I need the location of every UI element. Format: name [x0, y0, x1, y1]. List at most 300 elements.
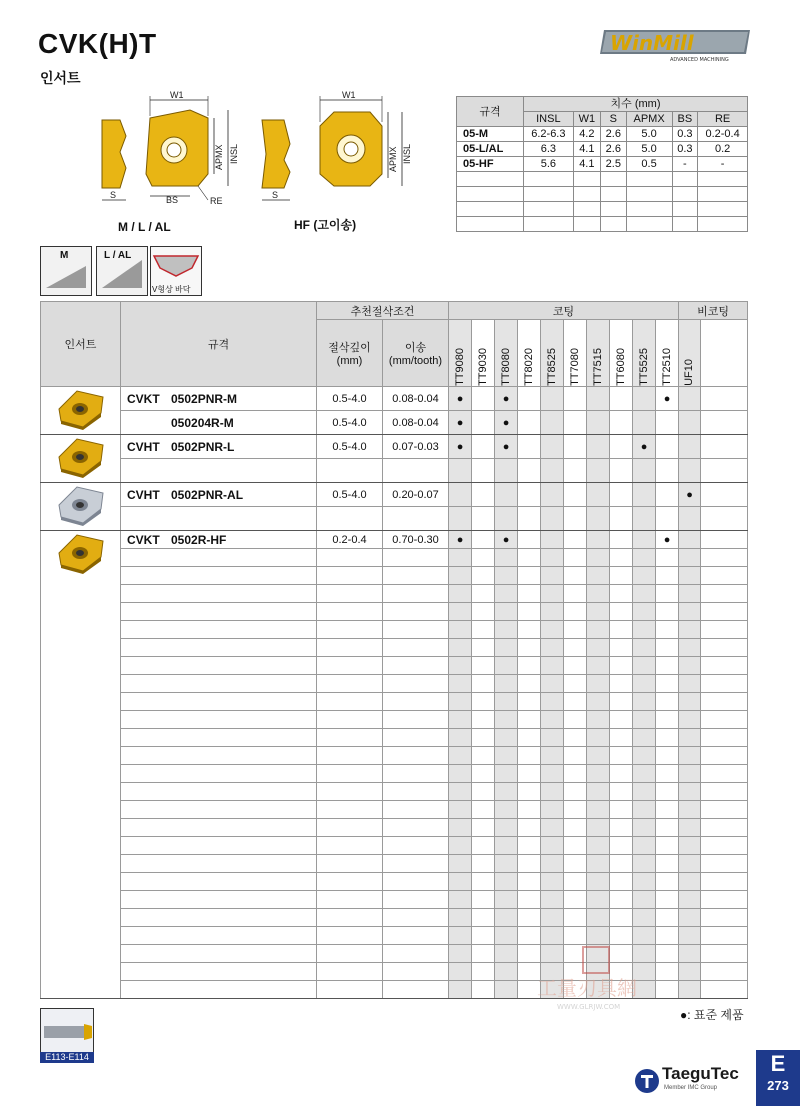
availability-empty	[610, 819, 633, 837]
depth-empty	[317, 819, 383, 837]
trailing-empty	[701, 963, 748, 981]
feed-empty	[383, 585, 449, 603]
dim-cell-empty	[698, 172, 748, 187]
availability-empty	[472, 459, 495, 483]
availability-empty	[679, 837, 701, 855]
depth-value: 0.5-4.0	[317, 483, 383, 507]
availability-empty	[610, 693, 633, 711]
insert-code	[121, 927, 317, 945]
availability-empty	[610, 411, 633, 435]
availability-empty	[541, 387, 564, 411]
page-number: 273	[767, 1078, 789, 1093]
availability-empty	[541, 567, 564, 585]
dim-cell: 6.2-6.3	[524, 127, 574, 142]
availability-empty	[518, 819, 541, 837]
dim-subheader: S	[600, 112, 626, 127]
availability-empty	[679, 387, 701, 411]
availability-empty	[518, 567, 541, 585]
empty-row	[41, 909, 748, 927]
trailing-empty	[701, 657, 748, 675]
availability-empty	[587, 483, 610, 507]
availability-empty	[472, 387, 495, 411]
dim-cell-empty	[698, 217, 748, 232]
availability-empty	[495, 639, 518, 657]
insert-code	[121, 603, 317, 621]
depth-empty	[317, 549, 383, 567]
availability-empty	[495, 693, 518, 711]
feed-empty	[383, 783, 449, 801]
availability-empty	[564, 711, 587, 729]
dim-row-empty	[457, 217, 748, 232]
dim-cell: 0.5	[626, 157, 672, 172]
trailing-empty	[701, 507, 748, 531]
dim-subheader: INSL	[524, 112, 574, 127]
availability-empty	[541, 711, 564, 729]
availability-empty	[610, 675, 633, 693]
availability-empty	[564, 549, 587, 567]
dim-cell-empty	[672, 172, 698, 187]
availability-empty	[449, 693, 472, 711]
grade-header	[495, 320, 518, 387]
dim-cell: 5.6	[524, 157, 574, 172]
availability-empty	[541, 927, 564, 945]
trailing-empty	[701, 873, 748, 891]
feed-empty	[383, 639, 449, 657]
availability-empty	[541, 693, 564, 711]
availability-empty	[610, 387, 633, 411]
availability-empty	[518, 747, 541, 765]
feed-empty	[383, 855, 449, 873]
grade-label: TT8080	[499, 348, 512, 386]
dim-subheader: RE	[698, 112, 748, 127]
section-tab[interactable]	[756, 1050, 800, 1106]
availability-empty	[449, 747, 472, 765]
availability-empty	[449, 621, 472, 639]
shape-icon-v	[150, 246, 202, 296]
availability-empty	[495, 507, 518, 531]
empty-row	[41, 873, 748, 891]
trailing-empty	[701, 801, 748, 819]
grade-header	[449, 320, 472, 387]
section-letter: E	[770, 1051, 786, 1076]
feed-empty	[383, 945, 449, 963]
availability-empty	[495, 981, 518, 999]
availability-empty	[656, 435, 679, 459]
availability-empty	[518, 585, 541, 603]
availability-empty	[610, 567, 633, 585]
availability-empty	[472, 435, 495, 459]
availability-empty	[518, 621, 541, 639]
availability-empty	[656, 483, 679, 507]
trailing-empty	[701, 837, 748, 855]
availability-empty	[610, 729, 633, 747]
availability-empty	[656, 855, 679, 873]
availability-empty	[495, 765, 518, 783]
availability-empty	[679, 801, 701, 819]
availability-empty	[518, 855, 541, 873]
feed-empty	[383, 711, 449, 729]
availability-empty	[518, 411, 541, 435]
availability-empty	[679, 891, 701, 909]
availability-empty	[541, 657, 564, 675]
availability-empty	[495, 483, 518, 507]
feed-empty	[383, 603, 449, 621]
availability-empty	[541, 891, 564, 909]
dim-subheader: BS	[672, 112, 698, 127]
trailing-empty	[701, 891, 748, 909]
availability-dot: ●	[495, 435, 518, 459]
availability-empty	[656, 837, 679, 855]
availability-empty	[472, 873, 495, 891]
empty-row	[41, 855, 748, 873]
availability-empty	[679, 531, 701, 549]
availability-empty	[633, 621, 656, 639]
availability-empty	[564, 639, 587, 657]
dim-cell-empty	[573, 202, 600, 217]
dim-cell: 4.1	[573, 142, 600, 157]
availability-dot: ●	[495, 387, 518, 411]
dim-cell: 5.0	[626, 127, 672, 142]
insert-code	[121, 891, 317, 909]
availability-empty	[495, 855, 518, 873]
dim-cell-empty	[524, 172, 574, 187]
dim-cell: 0.2-0.4	[698, 127, 748, 142]
availability-empty	[449, 891, 472, 909]
dim-cell-empty	[457, 172, 524, 187]
availability-empty	[518, 693, 541, 711]
availability-empty	[587, 531, 610, 549]
availability-empty	[656, 909, 679, 927]
dim-cell: 2.6	[600, 142, 626, 157]
depth-empty	[317, 657, 383, 675]
brand-name: TaeguTec	[662, 1064, 739, 1083]
feed-value	[383, 507, 449, 531]
trailing-empty	[701, 483, 748, 507]
availability-empty	[587, 819, 610, 837]
col-depth: 절삭깊이 (mm)	[317, 320, 383, 387]
grade-label: TT9080	[453, 348, 466, 386]
availability-empty	[610, 435, 633, 459]
insert-image-cell	[41, 531, 121, 999]
dim-cell: 2.5	[600, 157, 626, 172]
depth-value: 0.5-4.0	[317, 387, 383, 411]
dim-row-empty	[457, 202, 748, 217]
insert-prefix: CVKT	[127, 391, 160, 406]
availability-empty	[495, 891, 518, 909]
apmx-label: APMX	[214, 144, 224, 170]
insert-code	[121, 783, 317, 801]
grade-header	[587, 320, 610, 387]
availability-empty	[472, 657, 495, 675]
availability-empty	[633, 387, 656, 411]
grade-header	[610, 320, 633, 387]
availability-empty	[656, 507, 679, 531]
availability-empty	[541, 909, 564, 927]
availability-empty	[472, 411, 495, 435]
empty-row	[41, 603, 748, 621]
depth-empty	[317, 783, 383, 801]
depth-empty	[317, 801, 383, 819]
availability-empty	[495, 675, 518, 693]
availability-empty	[679, 747, 701, 765]
availability-empty	[679, 855, 701, 873]
availability-dot: ●	[495, 531, 518, 549]
availability-empty	[656, 639, 679, 657]
depth-value	[317, 459, 383, 483]
availability-empty	[633, 855, 656, 873]
grade-label: TT7080	[568, 348, 581, 386]
apmx-label-hf: APMX	[388, 146, 398, 172]
availability-empty	[541, 507, 564, 531]
availability-empty	[610, 783, 633, 801]
dim-cell: -	[672, 157, 698, 172]
availability-empty	[679, 981, 701, 999]
availability-empty	[610, 927, 633, 945]
insert-code	[121, 981, 317, 999]
reference-pages[interactable]: E113-E114	[40, 1052, 94, 1063]
availability-empty	[656, 801, 679, 819]
availability-empty	[449, 675, 472, 693]
feed-empty	[383, 657, 449, 675]
w1-label-hf: W1	[342, 90, 356, 100]
empty-row	[41, 765, 748, 783]
watermark-text: 工量刃具網	[537, 976, 637, 1000]
insert-code	[121, 837, 317, 855]
feed-value: 0.70-0.30	[383, 531, 449, 549]
product-row	[41, 507, 748, 531]
insert-designation: 0502PNR-L	[171, 439, 235, 454]
page-title: CVK(H)T	[38, 28, 157, 59]
availability-empty	[610, 801, 633, 819]
dim-cell-empty	[672, 217, 698, 232]
empty-row	[41, 549, 748, 567]
availability-empty	[518, 387, 541, 411]
depth-empty	[317, 567, 383, 585]
feed-empty	[383, 675, 449, 693]
availability-empty	[495, 567, 518, 585]
availability-empty	[518, 483, 541, 507]
grade-header	[518, 320, 541, 387]
product-row	[41, 531, 748, 549]
availability-empty	[564, 657, 587, 675]
availability-empty	[633, 873, 656, 891]
availability-empty	[587, 675, 610, 693]
feed-empty	[383, 567, 449, 585]
availability-empty	[633, 765, 656, 783]
availability-empty	[495, 819, 518, 837]
availability-empty	[472, 585, 495, 603]
availability-empty	[587, 387, 610, 411]
trailing-empty	[701, 411, 748, 435]
depth-empty	[317, 585, 383, 603]
availability-empty	[587, 711, 610, 729]
depth-empty	[317, 621, 383, 639]
availability-empty	[518, 801, 541, 819]
availability-empty	[541, 765, 564, 783]
availability-empty	[679, 585, 701, 603]
availability-empty	[564, 747, 587, 765]
availability-empty	[587, 873, 610, 891]
depth-empty	[317, 909, 383, 927]
availability-empty	[564, 729, 587, 747]
trailing-empty	[701, 909, 748, 927]
dim-cell-empty	[626, 202, 672, 217]
availability-empty	[610, 459, 633, 483]
dim-cell: 4.2	[573, 127, 600, 142]
grade-label: TT5525	[637, 348, 650, 386]
availability-empty	[518, 507, 541, 531]
availability-empty	[495, 621, 518, 639]
shape-icon-v-label: V형상 바닥	[152, 285, 191, 294]
availability-empty	[449, 507, 472, 531]
availability-empty	[495, 873, 518, 891]
depth-empty	[317, 981, 383, 999]
trailing-empty	[701, 927, 748, 945]
availability-empty	[518, 639, 541, 657]
insl-label-hf: INSL	[402, 143, 412, 164]
availability-empty	[656, 765, 679, 783]
insert-prefix: CVHT	[127, 487, 160, 502]
availability-empty	[518, 729, 541, 747]
dim-row	[457, 157, 748, 172]
availability-empty	[656, 711, 679, 729]
trailing-empty	[701, 945, 748, 963]
availability-empty	[679, 765, 701, 783]
availability-empty	[587, 801, 610, 819]
re-label: RE	[210, 196, 223, 206]
availability-empty	[449, 873, 472, 891]
availability-empty	[679, 909, 701, 927]
insert-code	[121, 819, 317, 837]
availability-empty	[679, 459, 701, 483]
availability-empty	[587, 693, 610, 711]
availability-empty	[633, 459, 656, 483]
availability-empty	[449, 963, 472, 981]
availability-empty	[610, 549, 633, 567]
availability-empty	[633, 819, 656, 837]
availability-empty	[656, 747, 679, 765]
insert-code	[121, 963, 317, 981]
availability-empty	[587, 639, 610, 657]
availability-empty	[495, 837, 518, 855]
availability-dot: ●	[656, 387, 679, 411]
availability-empty	[587, 909, 610, 927]
availability-empty	[656, 873, 679, 891]
grade-label: TT8020	[522, 348, 535, 386]
availability-empty	[472, 891, 495, 909]
insert-code	[121, 765, 317, 783]
availability-empty	[518, 657, 541, 675]
dim-cell-empty	[573, 172, 600, 187]
availability-empty	[587, 459, 610, 483]
dim-row	[457, 142, 748, 157]
availability-empty	[472, 507, 495, 531]
feed-empty	[383, 729, 449, 747]
col-insert: 인서트	[41, 302, 121, 387]
product-row	[41, 411, 748, 435]
dim-cell-empty	[524, 217, 574, 232]
availability-empty	[610, 585, 633, 603]
insert-code	[121, 873, 317, 891]
dim-cell-empty	[524, 187, 574, 202]
availability-empty	[541, 603, 564, 621]
insert-prefix: CVHT	[127, 439, 160, 454]
dim-col-dims: 치수 (mm)	[524, 97, 748, 112]
availability-empty	[472, 819, 495, 837]
trailing-empty	[701, 711, 748, 729]
availability-empty	[495, 927, 518, 945]
availability-empty	[679, 675, 701, 693]
availability-empty	[541, 855, 564, 873]
feed-value: 0.08-0.04	[383, 387, 449, 411]
dim-cell-empty	[573, 217, 600, 232]
feed-empty	[383, 837, 449, 855]
dim-cell-empty	[573, 187, 600, 202]
insert-code	[121, 801, 317, 819]
insert-photo-gold-insert-hf	[55, 531, 107, 575]
empty-row	[41, 747, 748, 765]
col-cutting-conditions: 추천절삭조건	[317, 302, 449, 320]
availability-empty	[587, 855, 610, 873]
availability-empty	[633, 693, 656, 711]
brand-sub: Member IMC Group	[664, 1085, 718, 1091]
availability-empty	[633, 747, 656, 765]
availability-empty	[610, 747, 633, 765]
availability-empty	[564, 927, 587, 945]
dim-cell: -	[698, 157, 748, 172]
s-label: S	[110, 190, 117, 200]
availability-empty	[495, 657, 518, 675]
availability-empty	[518, 873, 541, 891]
availability-empty	[472, 855, 495, 873]
insert-code	[121, 747, 317, 765]
availability-empty	[541, 783, 564, 801]
availability-empty	[449, 981, 472, 999]
grade-label: TT8525	[545, 348, 558, 386]
availability-empty	[679, 945, 701, 963]
availability-empty	[633, 801, 656, 819]
availability-empty	[656, 411, 679, 435]
availability-empty	[518, 435, 541, 459]
availability-empty	[610, 639, 633, 657]
availability-empty	[656, 819, 679, 837]
dim-subheader: W1	[573, 112, 600, 127]
empty-row	[41, 639, 748, 657]
availability-empty	[541, 837, 564, 855]
empty-row	[41, 693, 748, 711]
availability-empty	[541, 639, 564, 657]
availability-empty	[610, 873, 633, 891]
depth-empty	[317, 963, 383, 981]
availability-empty	[679, 507, 701, 531]
availability-empty	[495, 909, 518, 927]
availability-empty	[656, 603, 679, 621]
availability-empty	[587, 567, 610, 585]
availability-empty	[587, 837, 610, 855]
insert-designation: 0502PNR-AL	[171, 487, 244, 502]
availability-empty	[495, 963, 518, 981]
availability-empty	[587, 435, 610, 459]
empty-row	[41, 585, 748, 603]
availability-empty	[564, 435, 587, 459]
availability-empty	[449, 549, 472, 567]
insert-designation: 0502R-HF	[171, 532, 227, 547]
product-row	[41, 387, 748, 411]
availability-empty	[633, 891, 656, 909]
empty-row	[41, 711, 748, 729]
availability-empty	[587, 621, 610, 639]
taegutec-logo-icon	[634, 1068, 660, 1094]
